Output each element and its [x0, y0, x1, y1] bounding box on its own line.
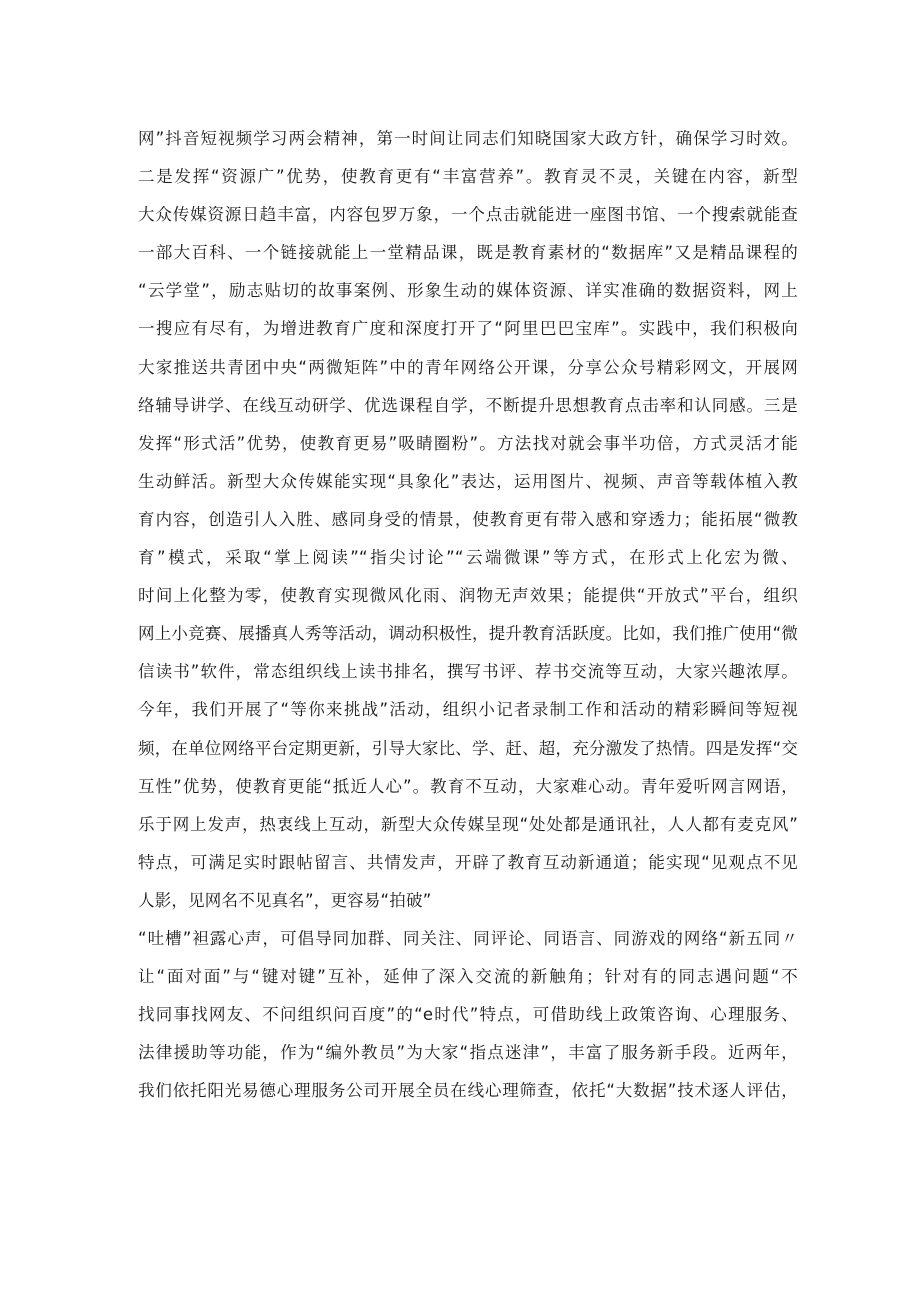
text-line: 络辅导讲学、在线互动研学、优选课程自学，不断提升思想教育点击率和认同感。三是 — [138, 395, 798, 415]
text-line: 发挥“形式活”优势，使教育更易”吸睛圈粉”。方法找对就会事半功倍，方式灵活才能 — [138, 433, 798, 453]
text-line: 育”模式，采取“掌上阅读”“指尖讨论”“云端微课”等方式，在形式上化宏为微、 — [138, 548, 798, 568]
body-text — [138, 120, 798, 1110]
text-line: “云学堂”，励志贴切的故事案例、形象生动的媒体资源、详实准确的数据资料，网上 — [138, 281, 798, 301]
text-line: 特点，可满足实时跟帖留言、共情发声，开辟了教育互动新通道；能实现“见观点不见 — [138, 852, 798, 872]
text-line: 二是发挥“资源广”优势，使教育更有“丰富营养”。教育灵不灵，关键在内容，新型 — [138, 167, 798, 187]
text-line: 育内容，创造引人入胜、感同身受的情景，使教育更有带入感和穿透力；能拓展“微教 — [138, 509, 798, 529]
text-line: 我们依托阳光易德心理服务公司开展全员在线心理筛查，依托“大数据”技术逐人评估， — [138, 1081, 798, 1101]
text-line: 一部大百科、一个链接就能上一堂精品课，既是教育素材的“数据库”又是精品课程的 — [138, 243, 798, 263]
text-line: 网”抖音短视频学习两会精神，第一时间让同志们知晓国家大政方针，确保学习时效。 — [138, 129, 798, 148]
text-line: 大众传媒资源日趋丰富，内容包罗万象，一个点击就能进一座图书馆、一个搜索就能查 — [138, 205, 798, 225]
text-line: 一搜应有尽有，为增进教育广度和深度打开了“阿里巴巴宝库”。实践中，我们积极向 — [138, 319, 798, 339]
text-line: 找同事找网友、不问组织问百度”的“e时代”特点，可借助线上政策咨询、心理服务、 — [138, 1005, 798, 1025]
text-line: 信读书”软件，常态组织线上读书排名，撰写书评、荐书交流等互动，大家兴趣浓厚。 — [138, 662, 798, 682]
text-line: 时间上化整为零，使教育实现微风化雨、润物无声效果；能提供“开放式”平台，组织 — [138, 586, 798, 606]
text-line: 网上小竞赛、展播真人秀等活动，调动积极性，提升教育活跃度。比如，我们推广使用“微 — [138, 624, 798, 644]
text-line: 生动鲜活。新型大众传媒能实现“具象化”表达，运用图片、视频、声音等载体植入教 — [138, 471, 798, 491]
text-line: 法律援助等功能，作为“编外教员”为大家“指点迷津”，丰富了服务新手段。近两年， — [138, 1043, 798, 1063]
text-line: 人影，见网名不见真名”，更容易“拍破” — [138, 890, 432, 910]
text-line: 今年，我们开展了“等你来挑战”活动，组织小记者录制工作和活动的精彩瞬间等短视 — [138, 700, 798, 720]
text-line: 频，在单位网络平台定期更新，引导大家比、学、赶、超，充分激发了热情。四是发挥“交 — [138, 738, 798, 758]
text-line: 让“面对面”与“键对键”互补，延伸了深入交流的新触角；针对有的同志遇问题“不 — [138, 967, 798, 987]
text-line: 互性”优势，使教育更能“抵近人心”。教育不互动，大家难心动。青年爱听网言网语， — [138, 776, 798, 796]
text-line: 乐于网上发声，热衷线上互动，新型大众传媒呈现“处处都是通讯社，人人都有麦克风” — [138, 814, 798, 834]
text-line: “吐槽”袒露心声，可倡导同加群、同关注、同评论、同语言、同游戏的网络“新五同〃 — [138, 928, 798, 948]
text-line: 大家推送共青团中央“两微矩阵”中的青年网络公开课，分享公众号精彩网文，开展网 — [138, 357, 798, 377]
